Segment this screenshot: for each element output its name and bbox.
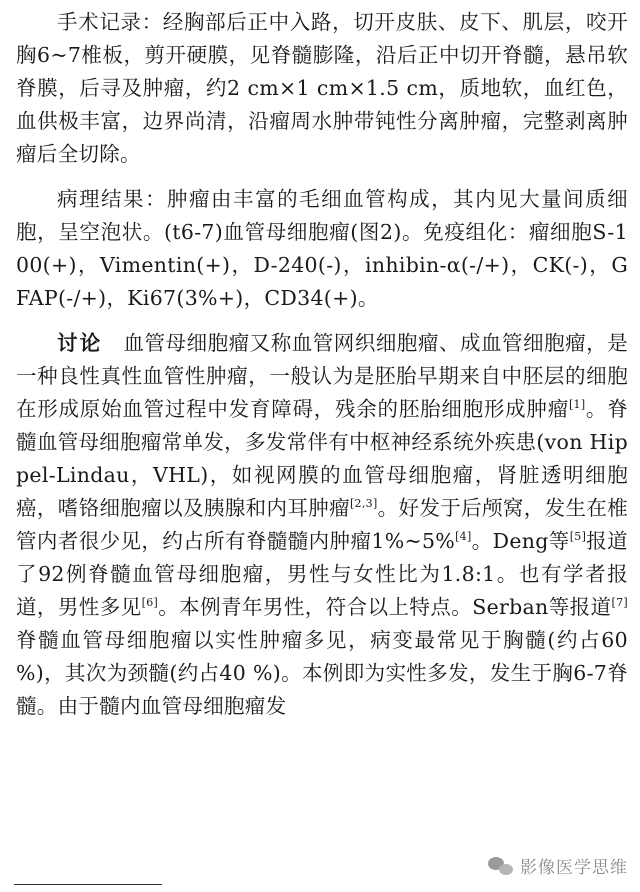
- discussion-heading: 讨论: [57, 331, 103, 355]
- discussion-text-2: 。脊髓血管母细胞瘤常单发，多发常伴有中枢神经系统外疾患(von Hippel-Lindau，VHL)，如视网膜的血管母细胞瘤，肾脏透明细胞癌，嗜铬细胞瘤以及胰腺和内耳肿瘤: [16, 397, 628, 520]
- discussion-paragraph: [16, 327, 628, 723]
- article-body: [16, 6, 628, 735]
- surgery-record-paragraph: 手术记录：经胸部后正中入路，切开皮肤、皮下、肌层，咬开胸6~7椎板，剪开硬膜，见脊髓膨隆，沿后正中切开脊髓，悬吊软脊膜，后寻及肿瘤，约2 cm×1 cm×1.5 cm，质地软，血红色，血供极丰富，边界尚清，沿瘤周水肿带钝性分离肿瘤，完整剥离肿瘤后全切除。: [16, 10, 628, 166]
- citation-ref: [7]: [611, 596, 628, 610]
- discussion-text-4: 。Deng等: [471, 529, 570, 553]
- discussion-text-7: 脊髓血管母细胞瘤以实性肿瘤多见，病变最常见于胸髓(约占60 %)，其次为颈髓(约占40 %)。本例即为实性多发，发生于胸6-7脊髓。由于髓内血管母细胞瘤发: [16, 628, 628, 718]
- pathology-result-paragraph: 病理结果：肿瘤由丰富的毛细血管构成，其内见大量间质细胞，呈空泡状。(t6-7)血管母细胞瘤(图2)。免疫组化：瘤细胞S-100(+)，Vimentin(+)，D-240(-)，inhibin-α(-/+)，CK(-)，GFAP(-/+)，Ki67(3%+)，CD34(+)。: [16, 187, 628, 310]
- watermark-text: 影像医学思维: [520, 858, 628, 878]
- footnote-divider: [14, 884, 162, 885]
- citation-ref: [5]: [569, 530, 587, 544]
- wechat-icon: [488, 855, 514, 877]
- discussion-text-3: 。好发于后颅窝，发生在椎管内者很少见，约占所有脊髓髓内肿瘤1%~5%: [16, 496, 628, 553]
- discussion-text-6: 。本例青年男性，符合以上特点。Serban等报道: [158, 595, 612, 619]
- discussion-text-5: 报道了92例脊髓血管母细胞瘤，男性与女性比为1.8:1。也有学者报道，男性多见: [16, 529, 628, 619]
- citation-ref: [6]: [141, 596, 159, 610]
- citation-ref: [2,3]: [349, 497, 378, 511]
- discussion-text-1: 血管母细胞瘤又称血管网织细胞瘤、成血管细胞瘤，是一种良性真性血管性肿瘤，一般认为是胚胎早期来自中胚层的细胞在形成原始血管过程中发育障碍，残余的胚胎细胞形成肿瘤: [16, 331, 628, 421]
- watermark: [482, 851, 634, 880]
- citation-ref: [4]: [455, 530, 472, 544]
- citation-ref: [1]: [568, 398, 586, 412]
